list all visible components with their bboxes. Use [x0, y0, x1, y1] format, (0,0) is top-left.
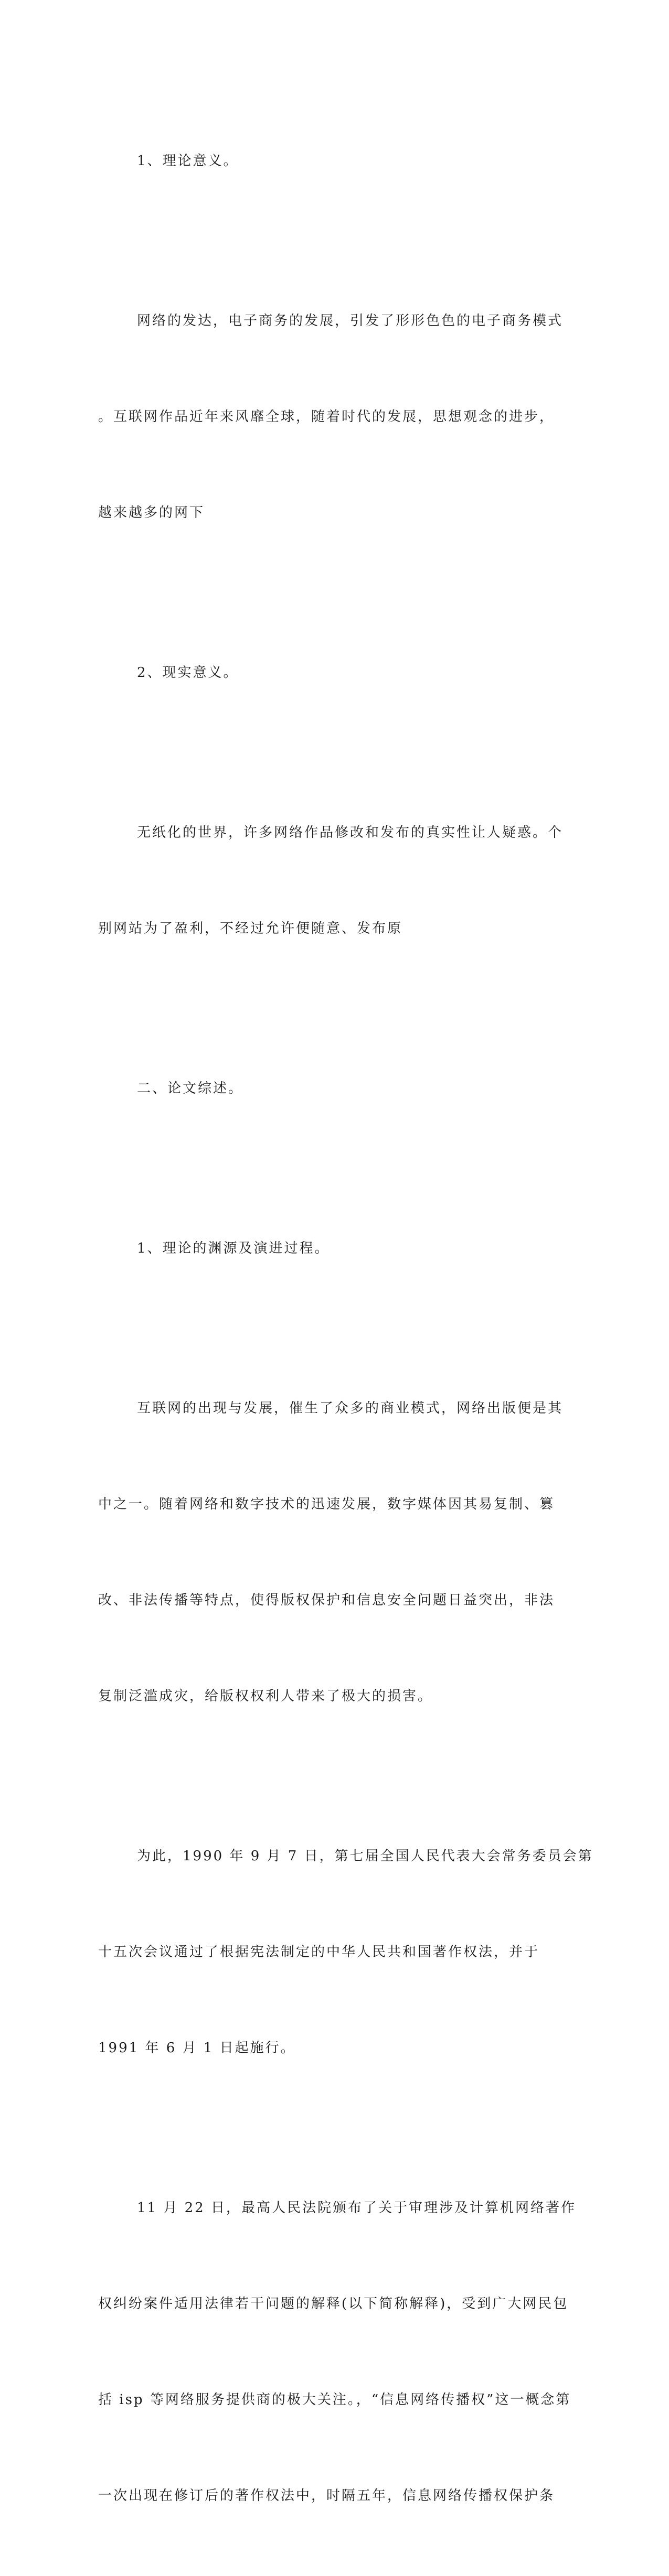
- paragraph-internet-emergence: [98, 1329, 565, 1776]
- text-line: 中之一。随着网络和数字技术的迅速发展，数字媒体因其易复制、篡: [98, 1496, 555, 1512]
- heading-practical-significance: [98, 593, 565, 753]
- text-line: 无纸化的世界，许多网络作品修改和发布的真实性让人疑惑。个: [137, 825, 564, 840]
- heading-theoretical-significance: [98, 81, 565, 241]
- text-line: 改、非法传播等特点，使得版权保护和信息安全问题日益突出，非法: [98, 1592, 555, 1608]
- text-line: 1991 年 6 月 1 日起施行。: [98, 2040, 296, 2056]
- text-line: 为此，1990 年 9 月 7 日，第七届全国人民代表大会常务委员会第: [137, 1848, 593, 1864]
- text-line: 别网站为了盈利，不经过允许便随意、发布原: [98, 921, 403, 936]
- text-line: 一次出现在修订后的著作权法中，时隔五年，信息网络传播权保护条: [98, 2488, 555, 2504]
- text-line: 1、理论的渊源及演进过程。: [137, 1241, 330, 1256]
- text-line: 括 isp 等网络服务提供商的极大关注。，“信息网络传播权”这一概念第: [98, 2392, 571, 2408]
- text-line: 1、理论意义。: [137, 153, 239, 169]
- paragraph-paperless-world: [98, 753, 565, 1009]
- text-line: 二、论文综述。: [137, 1081, 244, 1096]
- heading-literature-review: [98, 1009, 565, 1169]
- text-line: 网络的发达，电子商务的发展，引发了形形色色的电子商务模式: [137, 313, 564, 329]
- text-line: 复制泛滥成灾，给版权权利人带来了极大的损害。: [98, 1688, 433, 1704]
- paragraph-supreme-court-interpretation: [98, 2128, 576, 2576]
- paragraph-copyright-law-1990: [98, 1776, 593, 2128]
- text-line: 越来越多的网下: [98, 505, 205, 521]
- paragraph-network-development: [98, 241, 565, 593]
- heading-theory-origins: [98, 1169, 565, 1329]
- text-line: 权纠纷案件适用法律若干问题的解释(以下简称解释)，受到广大网民包: [98, 2296, 569, 2312]
- text-line: 2、现实意义。: [137, 665, 239, 681]
- text-line: 十五次会议通过了根据宪法制定的中华人民共和国著作权法，并于: [98, 1944, 540, 1960]
- text-line: 互联网的出现与发展，催生了众多的商业模式，网络出版便是其: [137, 1400, 564, 1416]
- text-line: 。互联网作品近年来风靡全球，随着时代的发展，思想观念的进步，: [98, 409, 555, 425]
- document-body: [98, 81, 593, 2576]
- text-line: 11 月 22 日，最高人民法院颁布了关于审理涉及计算机网络著作: [137, 2200, 576, 2216]
